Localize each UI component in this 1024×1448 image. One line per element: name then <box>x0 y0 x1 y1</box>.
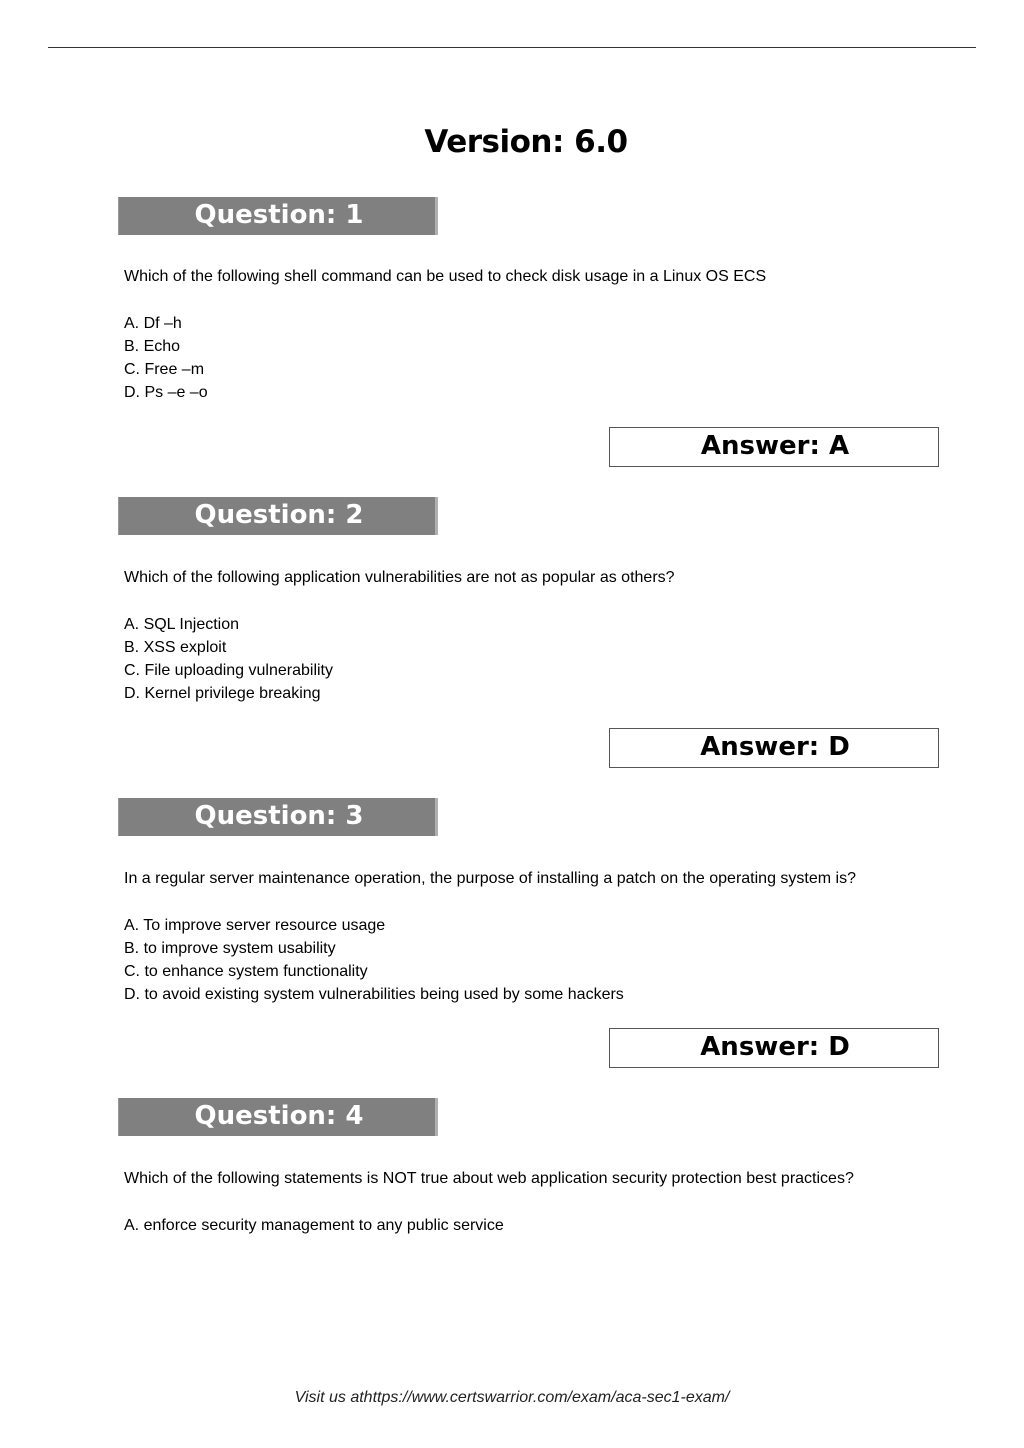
footer-link-text: Visit us athttps://www.certswarrior.com/exam/aca-sec1-exam/ <box>294 1389 730 1406</box>
question-1-answer: Answer: A <box>700 431 850 461</box>
question-1-answer-box <box>609 427 939 467</box>
option-a: A. To improve server resource usage <box>124 917 386 934</box>
option-b: B. to improve system usability <box>124 940 336 957</box>
question-2-banner <box>118 497 438 535</box>
option-a: A. enforce security management to any public service <box>124 1217 504 1234</box>
option-c: C. Free –m <box>124 361 205 378</box>
question-1-title: Question: 1 <box>194 200 364 230</box>
option-a: A. SQL Injection <box>124 616 240 633</box>
version-title: Version: 6.0 <box>424 124 628 160</box>
question-1-banner <box>118 197 438 235</box>
question-3-options <box>124 914 624 1006</box>
question-3-text: In a regular server maintenance operation, the purpose of installing a patch on the operating system is? <box>124 870 856 887</box>
question-4-banner <box>118 1098 438 1136</box>
question-2-title: Question: 2 <box>194 500 364 530</box>
question-2-options <box>124 613 333 705</box>
question-1-text: Which of the following shell command can be used to check disk usage in a Linux OS ECS <box>124 268 767 285</box>
option-d: D. Kernel privilege breaking <box>124 685 321 702</box>
option-c: C. to enhance system functionality <box>124 963 368 980</box>
question-3-answer-box <box>609 1028 939 1068</box>
question-3-title: Question: 3 <box>194 801 364 831</box>
option-d: D. to avoid existing system vulnerabilities being used by some hackers <box>124 986 624 1003</box>
question-4-text: Which of the following statements is NOT true about web application security protection best practices? <box>124 1170 854 1187</box>
question-2-text: Which of the following application vulnerabilities are not as popular as others? <box>124 569 675 586</box>
option-a: A. Df –h <box>124 315 182 332</box>
question-4-title: Question: 4 <box>194 1101 364 1131</box>
question-2-answer-box <box>609 728 939 768</box>
header-rule <box>48 47 976 48</box>
option-b: B. XSS exploit <box>124 639 227 656</box>
question-2-answer: Answer: D <box>700 732 850 762</box>
question-1-options <box>124 312 208 404</box>
option-d: D. Ps –e –o <box>124 384 208 401</box>
option-b: B. Echo <box>124 338 181 355</box>
option-c: C. File uploading vulnerability <box>124 662 333 679</box>
question-3-banner <box>118 798 438 836</box>
question-4-options <box>124 1214 504 1237</box>
question-3-answer: Answer: D <box>700 1032 850 1062</box>
